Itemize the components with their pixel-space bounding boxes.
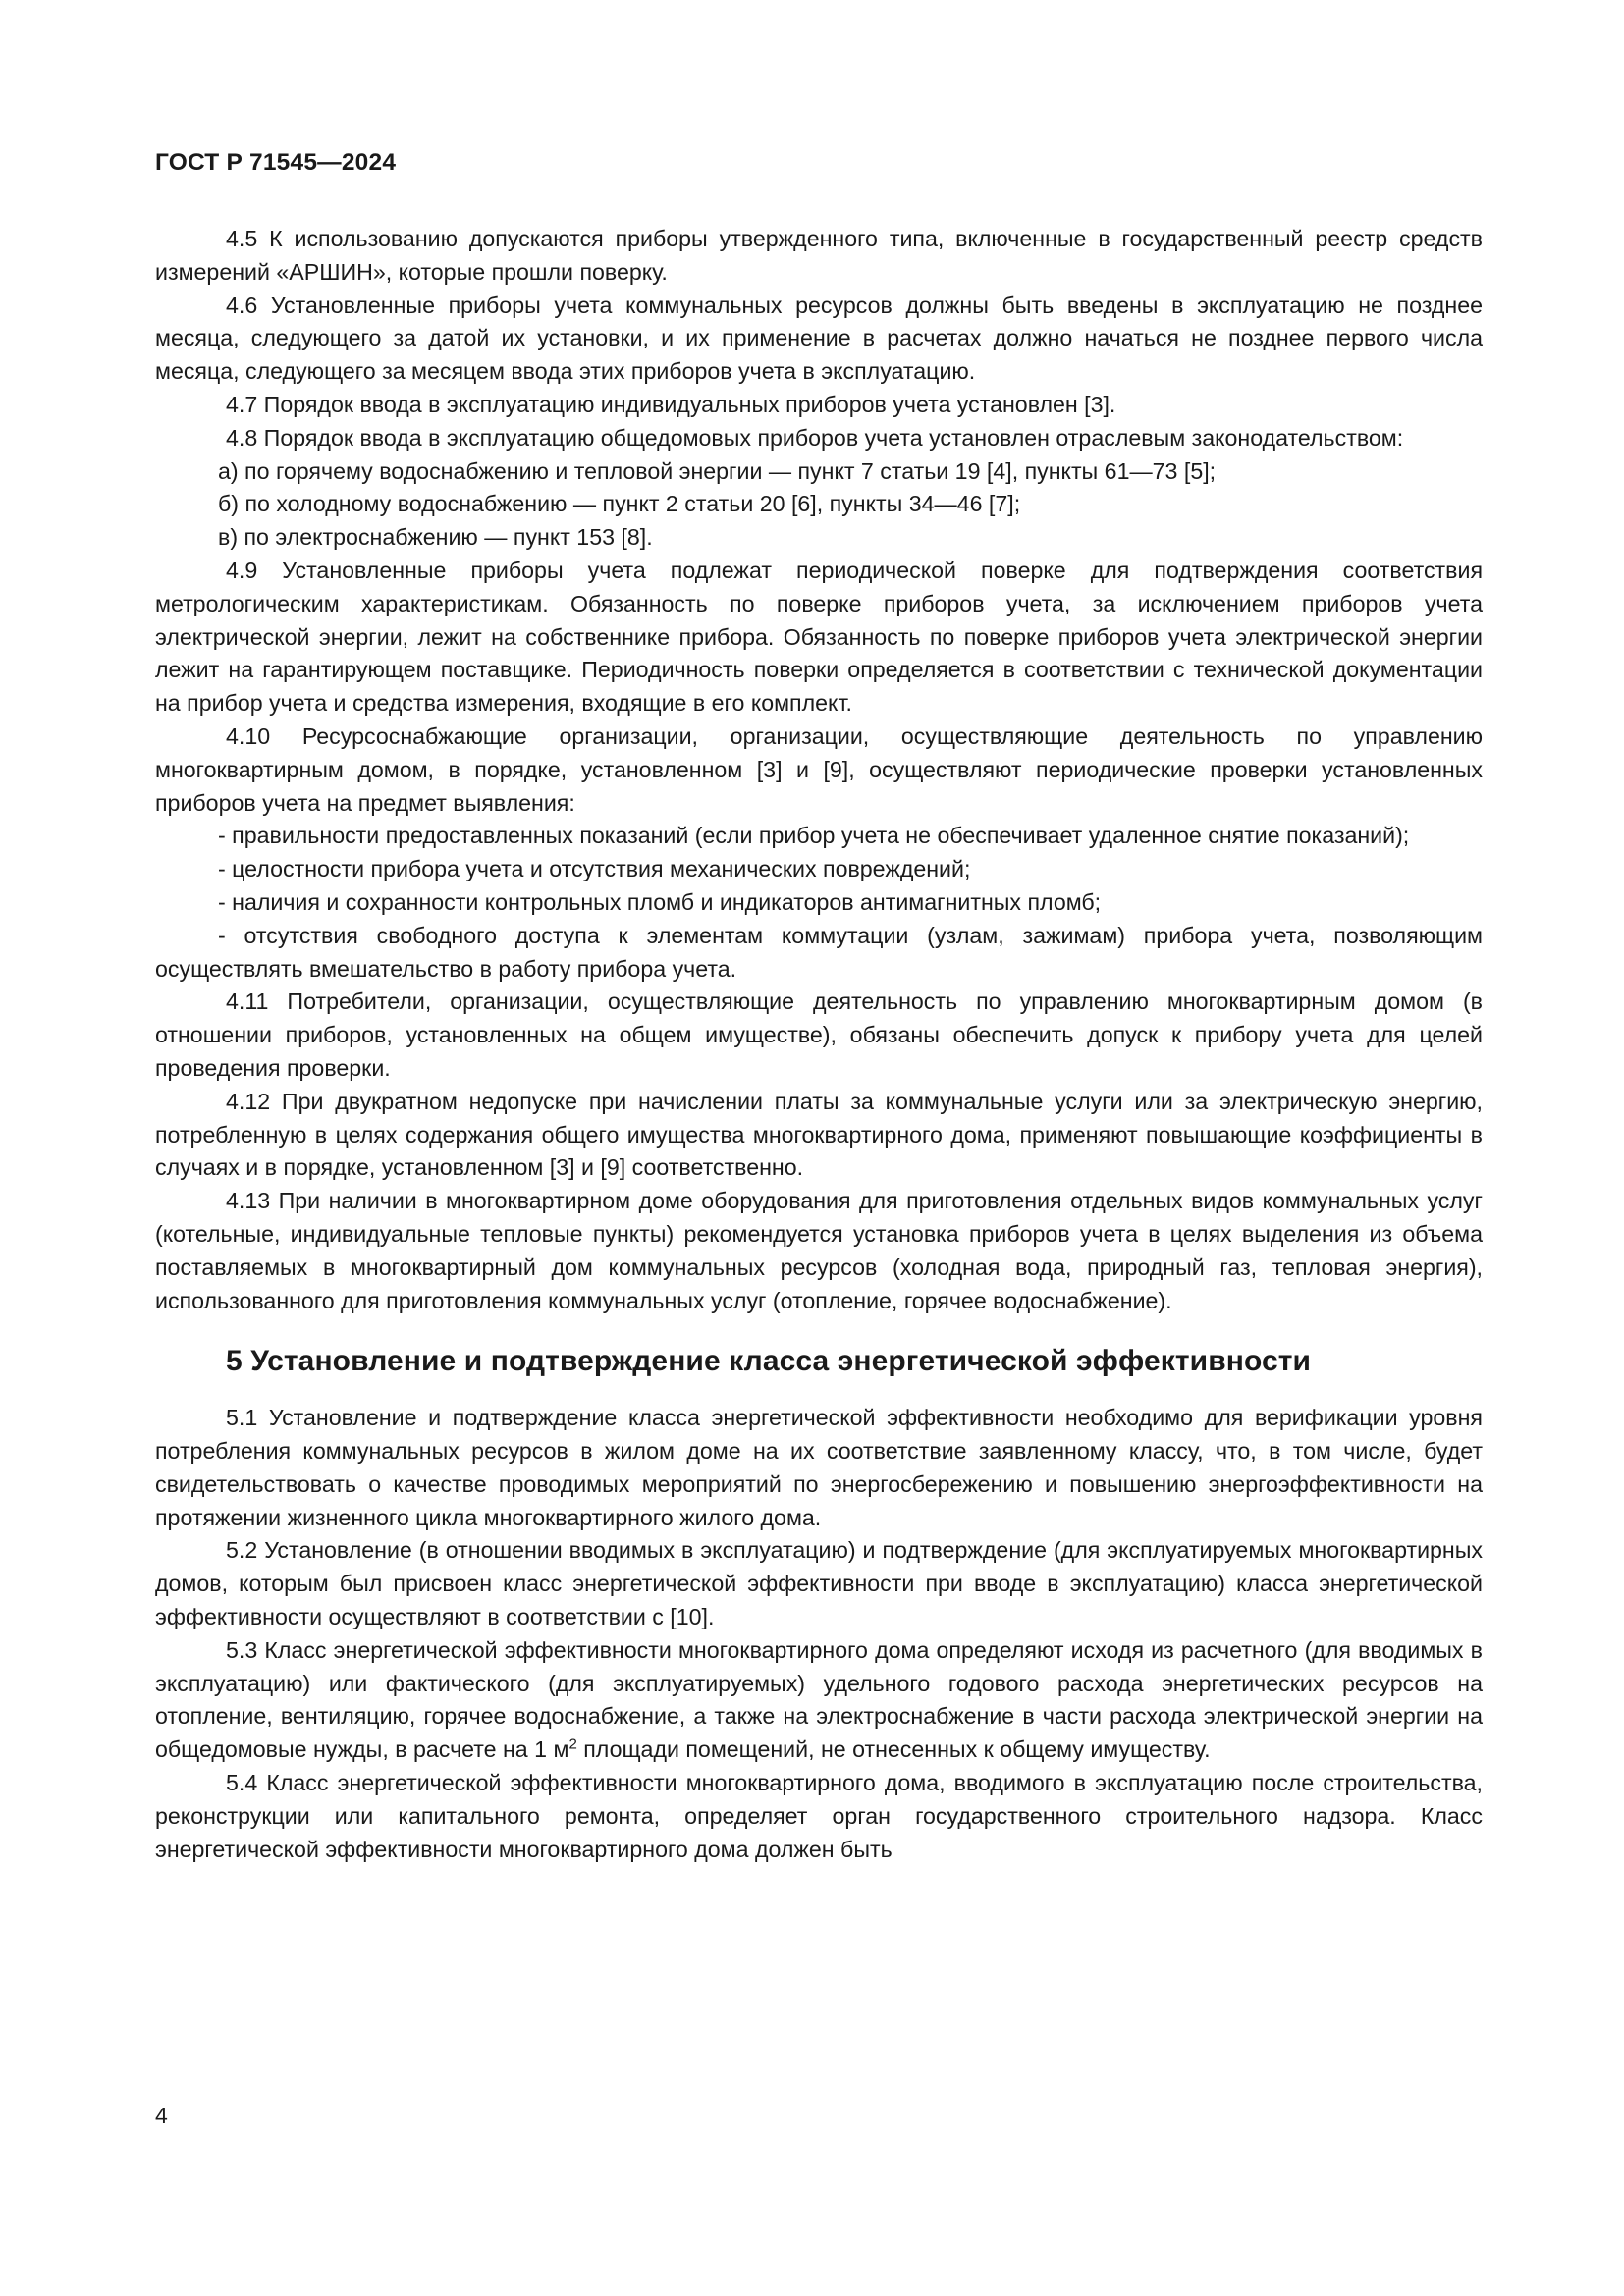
list-item-dash-3: - наличия и сохранности контрольных пломб и индикаторов антимагнитных пломб; [218, 888, 1102, 915]
list-item-dash-1: - правильности предоставленных показаний (если прибор учета не обеспечивает удаленное снятие показаний); [218, 823, 1410, 849]
list-item-a: а) по горячему водоснабжению и тепловой энергии — пункт 7 статьи 19 [4], пункты 61—73 [5]; [218, 457, 1217, 484]
list-item-dash-2: - целостности прибора учета и отсутствия механических повреждений; [218, 856, 971, 882]
paragraph-4-7: 4.7 Порядок ввода в эксплуатацию индивидуальных приборов учета установлен [3]. [226, 391, 1116, 417]
list-item-b: б) по холодному водоснабжению — пункт 2 статьи 20 [6], пункты 34—46 [7]; [218, 491, 1021, 517]
paragraph-4-9: 4.9 Установленные приборы учета подлежат периодической поверке для подтверждения соответствия метрологическим характеристикам. Обязанность по поверке приборов учета, за исключением приборов учета электрической энергии, лежит на собственнике прибора. Обязанность по поверке приборов учета электрической энергии лежит на гарантирующем поставщике. Периодичность поверки определяется в соответствии с технической документации на прибор учета и средства измерения, входящие в его комплект. [155, 557, 1483, 717]
paragraph-5-3-text: 5.3 Класс энергетической эффективности многоквартирного дома определяют исходя из расчетного (для вводимых в эксплуатацию) или фактического (для эксплуатируемых) удельного годового расхода энергетических ресурсов на отопление, вентиляцию, горячее водоснабжение, а также на электроснабжение в части расхода электрической энергии на общедомовые нужды, в расчете на 1 м [155, 1636, 1483, 1763]
page-content [155, 223, 1483, 1866]
paragraph-5-2: 5.2 Установление (в отношении вводимых в эксплуатацию) и подтверждение (для эксплуатируемых многоквартирных домов, которым был присвоен класс энергетической эффективности при вводе в эксплуатацию) класса энергетической эффективности осуществляют в соответствии с [10]. [155, 1537, 1483, 1630]
paragraph-5-3-text-end: площади помещений, не отнесенных к общему имуществу. [576, 1736, 1211, 1763]
paragraph-4-13: 4.13 При наличии в многоквартирном доме оборудования для приготовления отдельных видов коммунальных услуг (котельные, индивидуальные тепловые пункты) рекомендуется установка приборов учета в целях выделения из объема поставляемых в многоквартирный дом коммунальных ресурсов (холодная вода, природный газ, тепловая энергия), использованного для приготовления коммунальных услуг (отопление, горячее водоснабжение). [155, 1188, 1483, 1313]
list-item-dash-4: - отсутствия свободного доступа к элементам коммутации (узлам, зажимам) прибора учета, позволяющим осуществлять вмешательство в работу прибора учета. [155, 922, 1483, 982]
paragraph-4-6: 4.6 Установленные приборы учета коммунальных ресурсов должны быть введены в эксплуатацию не позднее месяца, следующего за датой их установки, и их применение в расчетах должно начаться не позднее первого числа месяца, следующего за месяцем ввода этих приборов учета в эксплуатацию. [155, 292, 1483, 385]
paragraph-5-3 [155, 1634, 1483, 1767]
paragraph-4-11: 4.11 Потребители, организации, осуществляющие деятельность по управлению многоквартирным домом (в отношении приборов, установленных на общем имуществе), обязаны обеспечить допуск к прибору учета для целей проведения проверки. [155, 988, 1483, 1081]
paragraph-4-10: 4.10 Ресурсоснабжающие организации, организации, осуществляющие деятельность по управлению многоквартирным домом, в порядке, установленном [3] и [9], осуществляют периодические проверки установленных приборов учета на предмет выявления: [155, 722, 1483, 816]
paragraph-5-4: 5.4 Класс энергетической эффективности многоквартирного дома, вводимого в эксплуатацию после строительства, реконструкции или капитального ремонта, определяет орган государственного строительного надзора. Класс энергетической эффективности многоквартирного дома должен быть [155, 1770, 1483, 1862]
paragraph-4-5: 4.5 К использованию допускаются приборы утвержденного типа, включенные в государственный реестр средств измерений «АРШИН», которые прошли поверку. [155, 226, 1483, 285]
paragraph-4-12: 4.12 При двукратном недопуске при начислении платы за коммунальные услуги или за электрическую энергию, потребленную в целях содержания общего имущества многоквартирного дома, применяют повышающие коэффициенты в случаях и в порядке, установленном [3] и [9] соответственно. [155, 1088, 1483, 1181]
paragraph-4-8: 4.8 Порядок ввода в эксплуатацию общедомовых приборов учета установлен отраслевым законодательством: [226, 424, 1404, 451]
document-code-header: ГОСТ Р 71545—2024 [155, 149, 397, 176]
section-5-heading: 5 Установление и подтверждение класса энергетической эффективности [226, 1345, 1312, 1378]
superscript-2: 2 [568, 1735, 577, 1753]
paragraph-5-1: 5.1 Установление и подтверждение класса энергетической эффективности необходимо для верификации уровня потребления коммунальных ресурсов в жилом доме на их соответствие заявленному классу, что, в том числе, будет свидетельствовать о качестве проводимых мероприятий по энергосбережению и повышению энергоэффективности на протяжении жизненного цикла многоквартирного жилого дома. [155, 1405, 1483, 1530]
page-number: 4 [155, 2103, 168, 2128]
list-item-v: в) по электроснабжению — пункт 153 [8]. [218, 524, 653, 551]
